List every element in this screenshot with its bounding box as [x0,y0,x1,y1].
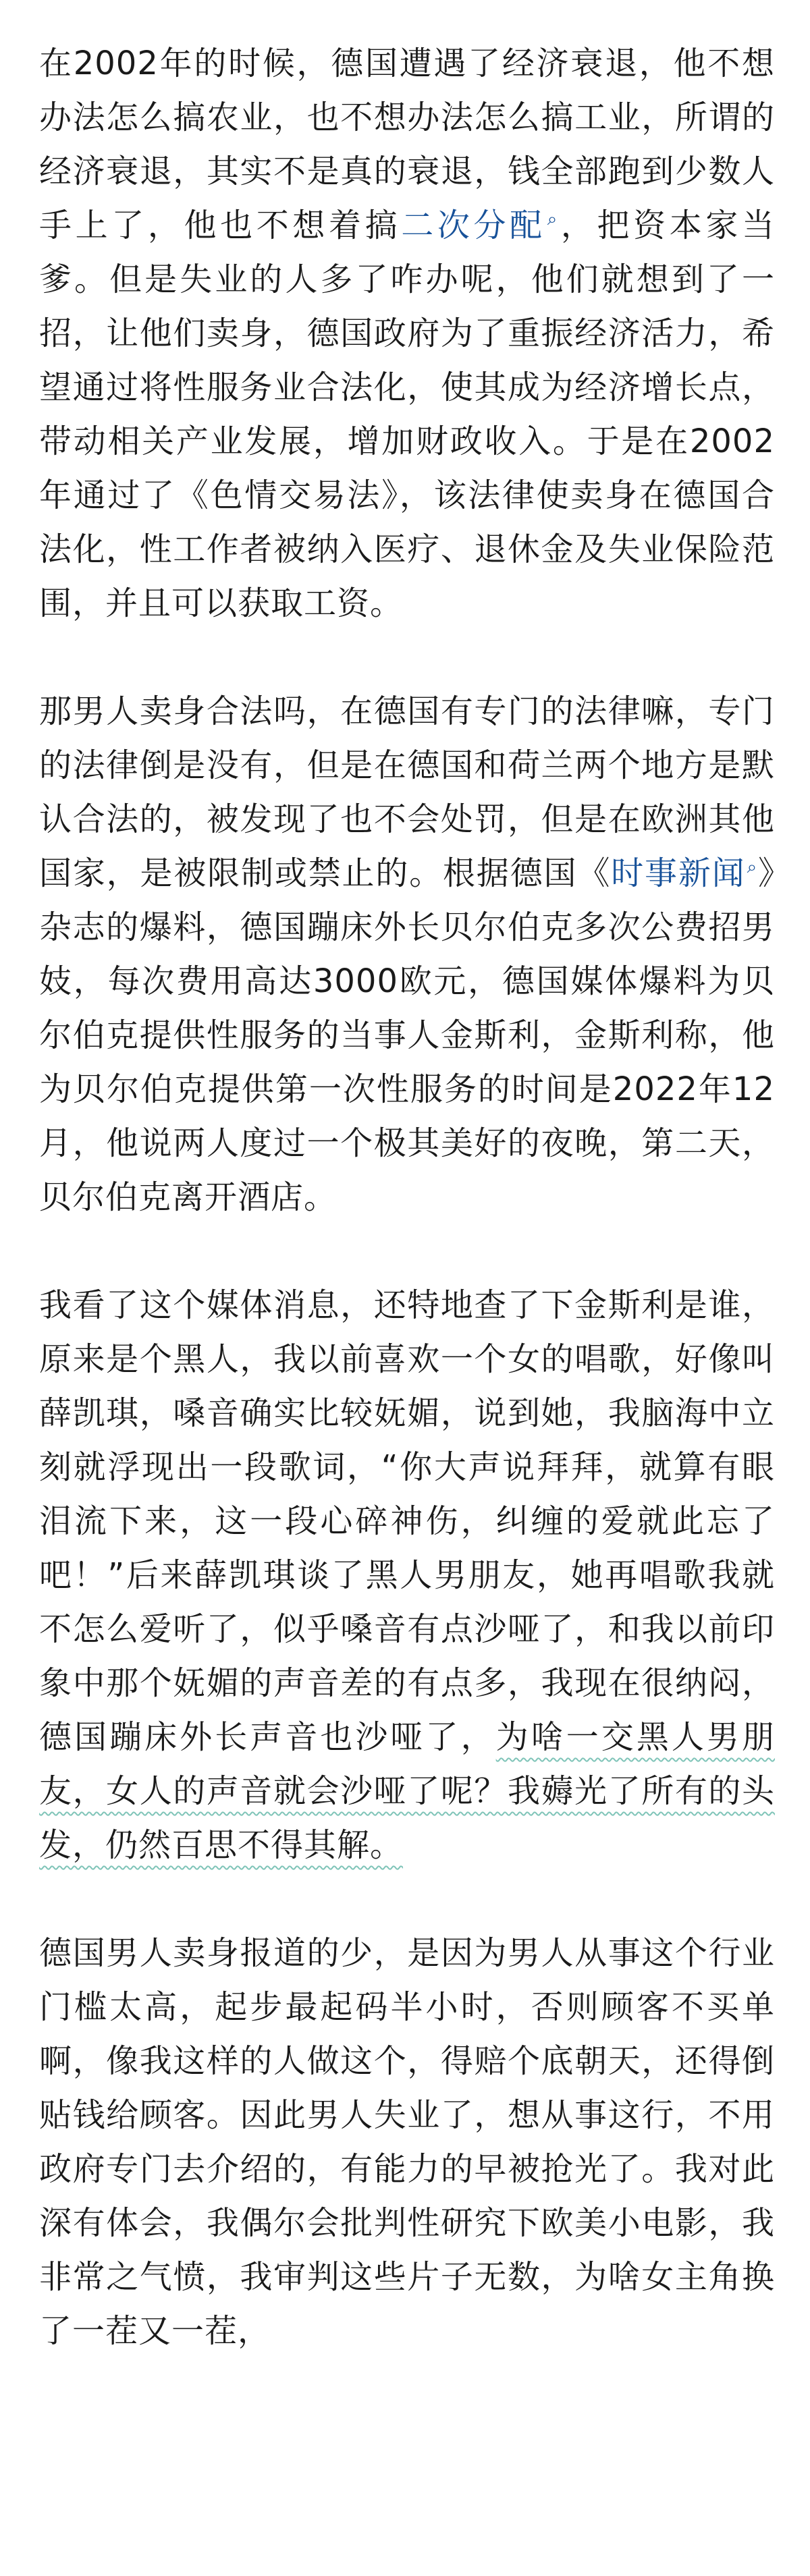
search-keyword-text: 二次分配 [401,207,546,244]
paragraph-text: 那男人卖身合法吗，在德国有专门的法律嘛，专门的法律倒是没有，但是在德国和荷兰两个地方是默认合法的，被发现了也不会处罚，但是在欧洲其他国家，是被限制或禁止的。根据德国《 [39,692,775,892]
search-icon: ⌕ [547,209,558,229]
article-paragraph [39,1278,775,1872]
article-paragraph [39,36,775,630]
paragraph-text: 我看了这个媒体消息，还特地查了下金斯利是谁，原来是个黑人，我以前喜欢一个女的唱歌，好像叫薛凯琪，嗓音确实比较妩媚，说到她，我脑海中立刻就浮现出一段歌词，“你大声说拜拜，就算有眼泪流下来，这一段心碎神伤，纠缠的爱就此忘了吧！”后来薛凯琪谈了黑人男朋友，她再唱歌我就不怎么爱听了，似乎嗓音有点沙哑了，和我以前印象中那个妩媚的声音差的有点多，我现在很纳闷，德国蹦床外长声音也沙哑了， [39,1286,775,1756]
paragraph-text: ，把资本家当爹。但是失业的人多了咋办呢，他们就想到了一招，让他们卖身，德国政府为了重振经济活力，希望通过将性服务业合法化，使其成为经济增长点，带动相关产业发展，增加财政收入。于是在2002 年通过了《色情交易法》，该法律使卖身在德国合法化，性工作者被纳入医疗、退休金及失业保险范围，并且可以获取工资。 [39,207,775,622]
paragraph-text: 》杂志的爆料，德国蹦床外长贝尔伯克多次公费招男妓，每次费用高达3000欧元，德国媒体爆料为贝尔伯克提供性服务的当事人金斯利，金斯利称，他为贝尔伯克提供第一次性服务的时间是2022年12月，他说两人度过一个极其美好的夜晚，第二天，贝尔伯克离开酒店。 [39,854,775,1216]
article-body [39,36,775,2412]
search-icon: ⌕ [747,857,758,877]
highlighted-text: 为啥一交黑人男朋友，女人的声音就会沙哑了呢？我薅光了所有的头发，仍然百思不得其解。 [39,1718,775,1864]
paragraph-text: 在2002年的时候，德国遭遇了经济衰退，他不想办法怎么搞农业，也不想办法怎么搞工业，所谓的经济衰退，其实不是真的衰退，钱全部跑到少数人手上了，他也不想着搞 [39,45,775,244]
search-keyword-link[interactable] [401,207,558,244]
article-paragraph [39,684,775,1224]
search-keyword-link[interactable] [611,854,757,892]
article-paragraph [39,1926,775,2358]
search-keyword-text: 时事新闻 [611,854,746,892]
paragraph-text: 德国男人卖身报道的少，是因为男人从事这个行业门槛太高，起步最起码半小时，否则顾客不买单啊，像我这样的人做这个，得赔个底朝天，还得倒贴钱给顾客。因此男人失业了，想从事这行，不用政府专门去介绍的，有能力的早被抢光了。我对此深有体会，我偶尔会批判性研究下欧美小电影，我非常之气愤，我审判这些片子无数，为啥女主角换了一茬又一茬， [39,1934,775,2350]
